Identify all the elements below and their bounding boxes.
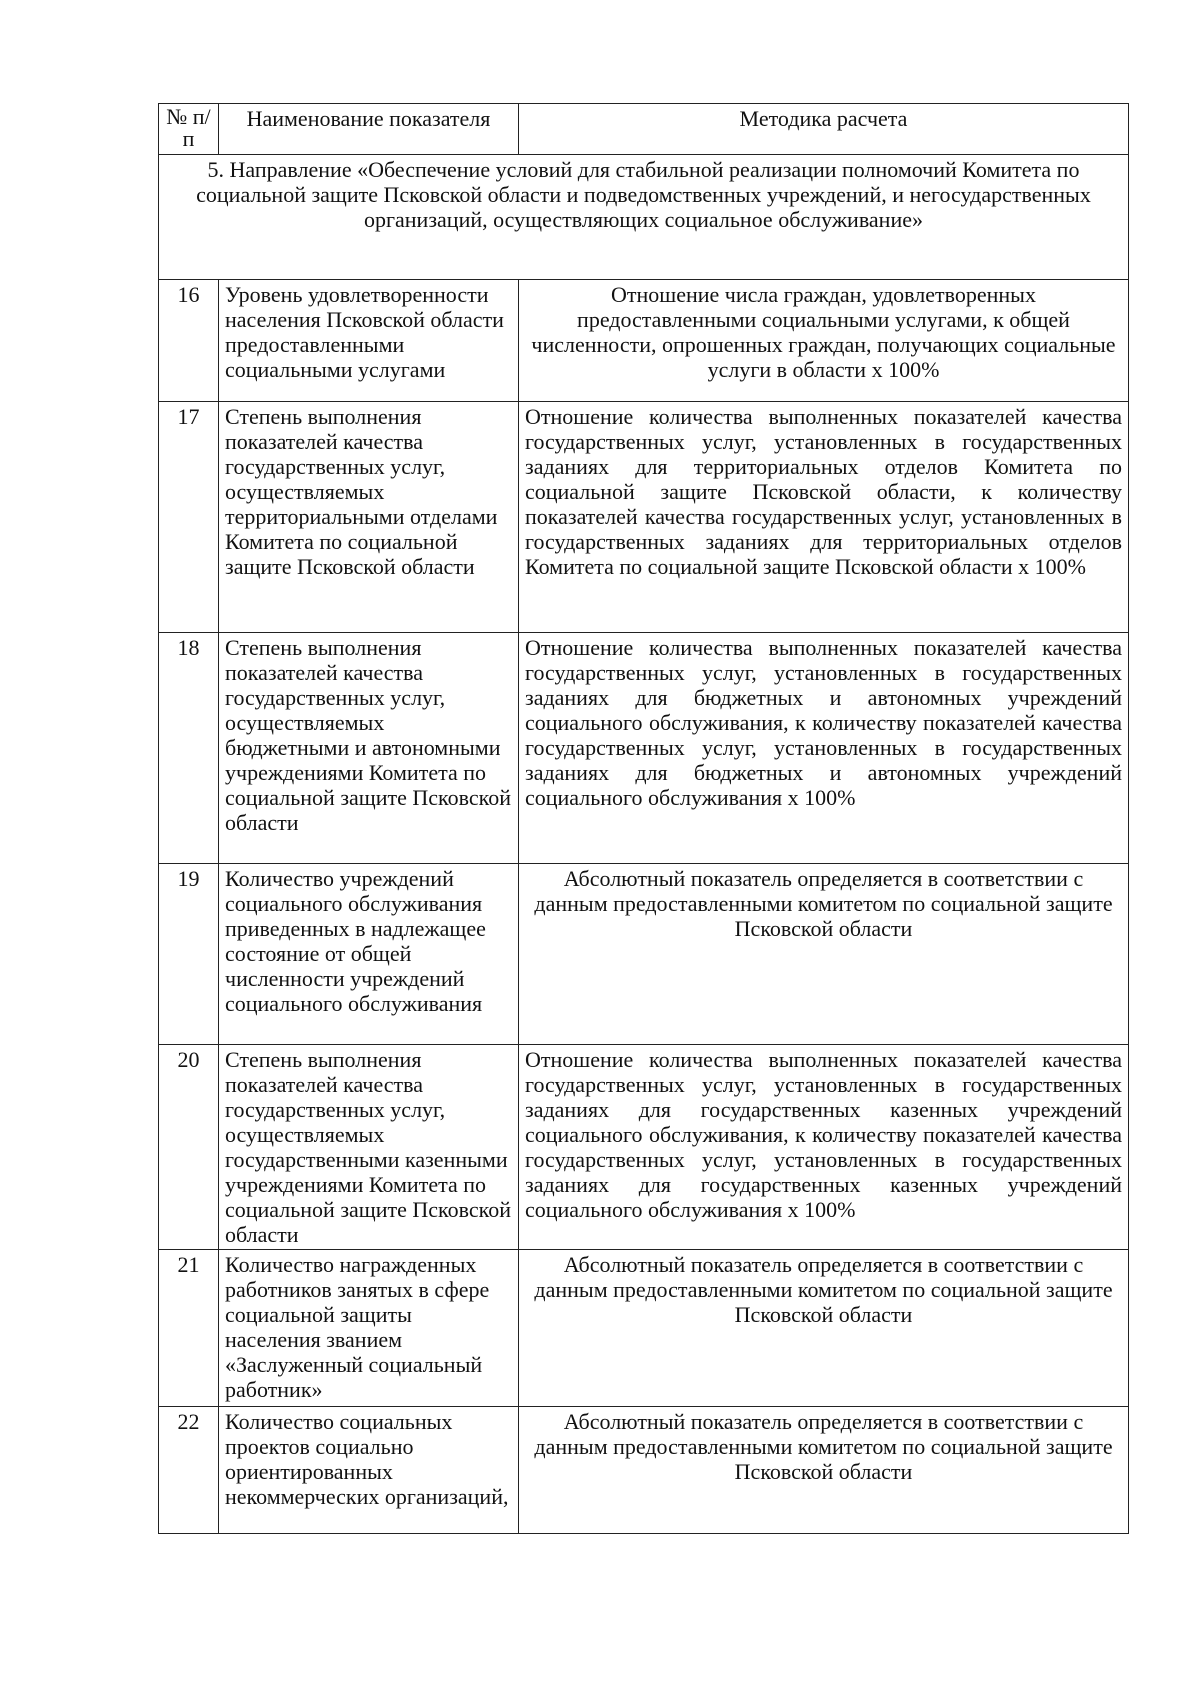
header-name: Наименование показателя (219, 104, 519, 155)
section-title: 5. Направление «Обеспечение условий для стабильной реализации полномочий Комитета по социальной защите Псковской области и подведомственных учреждений, и негосударственных организаций, осуществляющих социальное обслуживание» (159, 155, 1129, 280)
table-row (159, 1045, 1129, 1250)
calculation-method: Абсолютный показатель определяется в соответствии с данным предоставленными комитетом по социальной защите Псковской области (519, 1407, 1129, 1534)
indicator-name: Количество социальных проектов социально ориентированных некоммерческих организаций, (219, 1407, 519, 1534)
row-number: 21 (159, 1250, 219, 1407)
row-number: 19 (159, 864, 219, 1045)
indicator-name: Степень выполнения показателей качества государственных услуг, осуществляемых бюджетными и автономными учреждениями Комитета по социальной защите Псковской области (219, 633, 519, 864)
header-method: Методика расчета (519, 104, 1129, 155)
table-row (159, 864, 1129, 1045)
indicator-name: Степень выполнения показателей качества государственных услуг, осуществляемых территориальными отделами Комитета по социальной защите Псковской области (219, 402, 519, 633)
calculation-method: Отношение количества выполненных показателей качества государственных услуг, установленных в государственных заданиях для территориальных отделов Комитета по социальной защите Псковской области, к количеству показателей качества государственных услуг, установленных в государственных заданиях для территориальных отделов Комитета по социальной защите Псковской области х 100% (519, 402, 1129, 633)
calculation-method: Абсолютный показатель определяется в соответствии с данным предоставленными комитетом по социальной защите Псковской области (519, 864, 1129, 1045)
row-number: 20 (159, 1045, 219, 1250)
row-number: 16 (159, 280, 219, 402)
table-header-row (159, 104, 1129, 155)
table-row (159, 1250, 1129, 1407)
indicators-table (158, 103, 1129, 1534)
calculation-method: Абсолютный показатель определяется в соответствии с данным предоставленными комитетом по социальной защите Псковской области (519, 1250, 1129, 1407)
row-number: 22 (159, 1407, 219, 1534)
indicator-name: Количество учреждений социального обслуживания приведенных в надлежащее состояние от общей численности учреждений социального обслуживания (219, 864, 519, 1045)
table-row (159, 280, 1129, 402)
row-number: 17 (159, 402, 219, 633)
indicator-name: Количество награжденных работников занятых в сфере социальной защиты населения званием «Заслуженный социальный работник» (219, 1250, 519, 1407)
calculation-method: Отношение числа граждан, удовлетворенных предоставленными социальными услугами, к общей численности, опрошенных граждан, получающих социальные услуги в области х 100% (519, 280, 1129, 402)
calculation-method: Отношение количества выполненных показателей качества государственных услуг, установленных в государственных заданиях для бюджетных и автономных учреждений социального обслуживания, к количеству показателей качества государственных услуг, установленных в государственных заданиях для бюджетных и автономных учреждений социального обслуживания х 100% (519, 633, 1129, 864)
calculation-method: Отношение количества выполненных показателей качества государственных услуг, установленных в государственных заданиях для государственных казенных учреждений социального обслуживания, к количеству показателей качества государственных услуг, установленных в государственных заданиях для государственных казенных учреждений социального обслуживания х 100% (519, 1045, 1129, 1250)
row-number: 18 (159, 633, 219, 864)
table-row (159, 402, 1129, 633)
indicator-name: Степень выполнения показателей качества государственных услуг, осуществляемых государственными казенными учреждениями Комитета по социальной защите Псковской области (219, 1045, 519, 1250)
header-num: № п/п (159, 104, 219, 155)
table-row (159, 633, 1129, 864)
table-row (159, 1407, 1129, 1534)
section-row (159, 155, 1129, 280)
indicator-name: Уровень удовлетворенности населения Псковской области предоставленными социальными услугами (219, 280, 519, 402)
